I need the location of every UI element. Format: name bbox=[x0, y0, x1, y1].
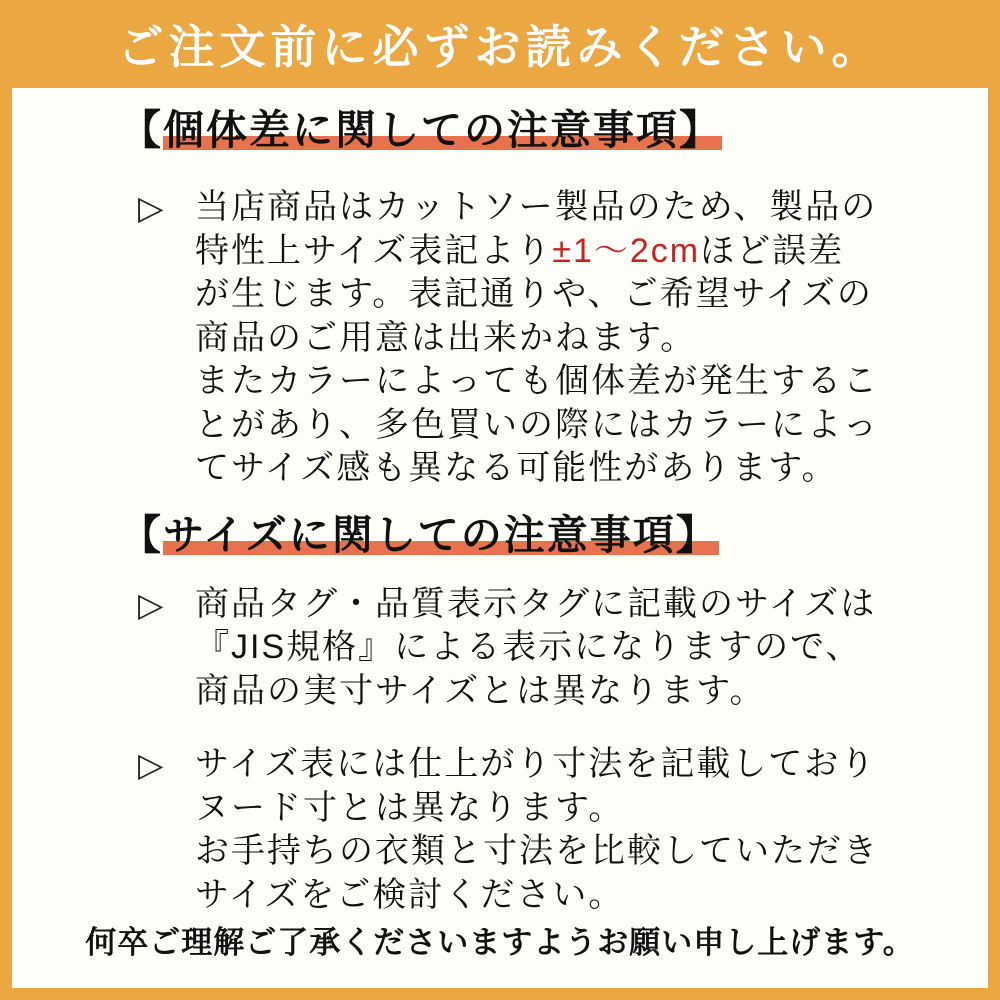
text-segment-emphasis-red: ±1〜2cm bbox=[552, 231, 701, 270]
text-line: 商品の実寸サイズとは異なります。 bbox=[195, 671, 766, 710]
text-segment: ほど誤差 bbox=[700, 231, 845, 270]
text-line: またカラーによっても個体差が発生するこ bbox=[195, 362, 879, 400]
closing-remark-text: 何卒ご理解ご了承くださいますようお願い申し上げます。 bbox=[85, 925, 915, 960]
text-line: てサイズ感も異なる可能性があります。 bbox=[195, 449, 838, 487]
heading-underlined-text: サイズに関しての注意事項】 bbox=[163, 511, 719, 558]
text-line: ヌード寸とは異なります。 bbox=[195, 788, 625, 827]
heading-underlined-text: 個体差に関しての注意事項】 bbox=[163, 107, 722, 153]
text-line: 当店商品はカットソー製品のため、製品の bbox=[195, 188, 878, 226]
text-line: 商品タグ・品質表示タグに記載のサイズは bbox=[195, 584, 877, 623]
triangle-bullet-icon: ▷ bbox=[138, 746, 164, 783]
notice-item-text bbox=[195, 186, 948, 491]
notice-item-individual-difference bbox=[138, 186, 948, 491]
notice-item-finished-measurements bbox=[138, 743, 948, 917]
heading-open-bracket: 【 bbox=[120, 511, 163, 558]
triangle-bullet-icon: ▷ bbox=[138, 585, 164, 623]
text-line bbox=[195, 230, 948, 274]
notice-item-text bbox=[195, 583, 948, 714]
notice-item-text bbox=[195, 743, 948, 917]
notice-body-panel bbox=[12, 88, 988, 988]
section-heading-individual-difference bbox=[120, 102, 988, 158]
text-line: サイズをご検討ください。 bbox=[195, 875, 625, 914]
notice-item-jis-tag bbox=[138, 583, 948, 714]
text-line: とがあり、多色買いの際にはカラーによっ bbox=[195, 405, 879, 444]
top-banner bbox=[0, 0, 1000, 88]
text-line: 『JIS規格』による表示になりますので、 bbox=[195, 628, 862, 666]
text-line: が生じます。表記通りや、ご希望サイズの bbox=[195, 275, 873, 313]
heading-open-bracket: 【 bbox=[120, 107, 163, 153]
triangle-bullet-icon: ▷ bbox=[138, 189, 164, 226]
text-line: お手持ちの衣類と寸法を比較していただき bbox=[195, 832, 879, 870]
section-heading-size bbox=[120, 507, 988, 563]
text-segment: 特性上サイズ表記より bbox=[195, 231, 553, 270]
text-line: サイズ表には仕上がり寸法を記載しており bbox=[195, 745, 877, 783]
top-banner-title: ご注文前に必ずお読みください。 bbox=[117, 21, 883, 73]
text-line: 商品のご用意は出来かねます。 bbox=[195, 318, 697, 357]
closing-remark bbox=[12, 917, 988, 962]
